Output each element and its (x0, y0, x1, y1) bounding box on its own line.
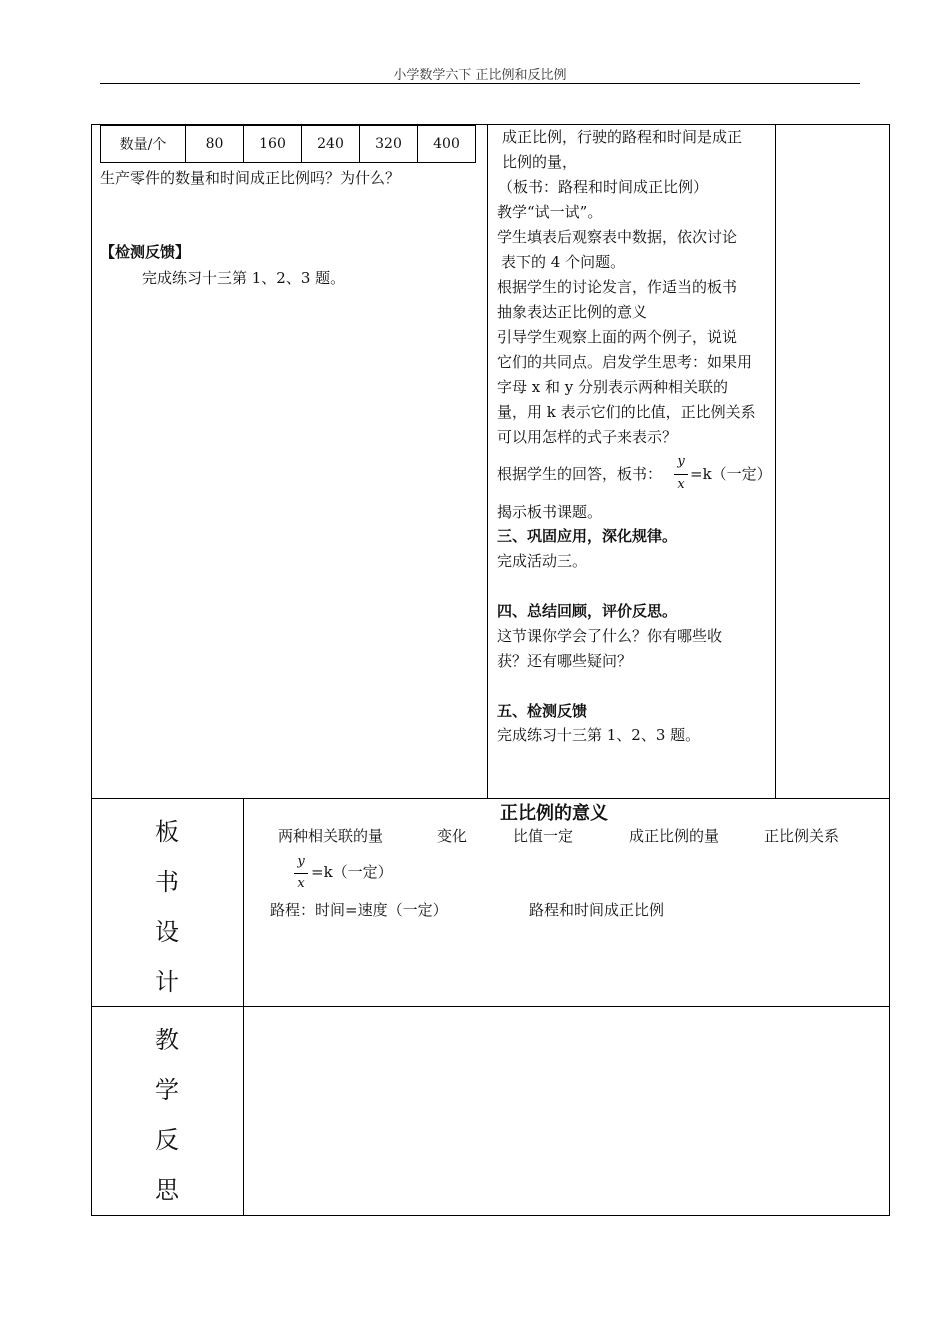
board-keyword: 成正比例的量 (629, 827, 720, 845)
process-line: 引导学生观察上面的两个例子，说说 (497, 328, 738, 346)
formula-denominator: x (677, 477, 685, 492)
board-title: 正比例的意义 (500, 803, 608, 824)
board-line: 路程和时间成正比例 (529, 901, 665, 919)
feedback-exercise: 完成练习十三第 1、2、3 题。 (142, 269, 346, 287)
feedback-heading: 【检测反馈】 (100, 243, 191, 261)
board-label-char: 设 (155, 918, 179, 946)
table-cell: 160 (244, 126, 302, 163)
formula-intro: 根据学生的回答，板书： (497, 465, 663, 483)
section3-title: 三、巩固应用，深化规律。 (497, 527, 678, 545)
section5-title: 五、检测反馈 (497, 702, 588, 720)
board-formula-tail: =k（一定） (311, 863, 393, 881)
board-keyword: 两种相关联的量 (278, 827, 384, 845)
board-label-char: 板 (155, 818, 179, 846)
question-text: 生产零件的数量和时间成正比例吗？为什么？ (100, 169, 401, 187)
formula-numerator: y (677, 454, 685, 469)
board-keyword: 正比例关系 (764, 827, 840, 845)
fraction-bar (674, 474, 688, 475)
process-line: 量，用 k 表示它们的比值，正比例关系 (497, 403, 756, 421)
reflection-label-char: 思 (155, 1176, 179, 1204)
board-label-char: 计 (155, 968, 179, 996)
process-line: 字母 x 和 y 分别表示两种相关联的 (497, 378, 729, 396)
section3-body: 完成活动三。 (497, 552, 588, 570)
reflection-label-char: 反 (155, 1126, 179, 1154)
section4-line: 获？还有哪些疑问？ (497, 652, 633, 670)
process-line: 可以用怎样的式子来表示？ (497, 428, 678, 446)
table-header-cell: 数量/个 (101, 126, 186, 163)
process-line: 抽象表达正比例的意义 (497, 303, 648, 321)
section5-body: 完成练习十三第 1、2、3 题。 (497, 726, 701, 744)
section4-line: 这节课你学会了什么？你有哪些收 (497, 627, 723, 645)
table-cell: 80 (186, 126, 244, 163)
board-fraction-bar (294, 873, 308, 874)
process-line: 表下的 4 个问题。 (501, 253, 626, 271)
board-keyword: 变化 (437, 827, 468, 845)
process-line: 它们的共同点。启发学生思考：如果用 (497, 353, 753, 371)
table-row (101, 126, 476, 163)
column-divider-2 (775, 124, 776, 799)
process-line: 比例的量， (502, 153, 578, 171)
reveal-text: 揭示板书课题。 (497, 503, 603, 521)
header-rule (100, 83, 860, 84)
quantity-table (100, 125, 476, 163)
process-line: 根据学生的讨论发言，作适当的板书 (497, 278, 738, 296)
reflection-frame (91, 1006, 890, 1216)
table-cell: 400 (418, 126, 476, 163)
column-divider-1 (487, 124, 488, 799)
board-keyword: 比值一定 (513, 827, 574, 845)
process-line: 学生填表后观察表中数据，依次讨论 (497, 228, 738, 246)
reflection-label-char: 教 (155, 1026, 179, 1054)
table-cell: 240 (302, 126, 360, 163)
header-title: 小学数学六下 正比例和反比例 (393, 68, 567, 83)
process-line: 教学“试一试”。 (497, 203, 603, 221)
reflection-label-char: 学 (155, 1076, 179, 1104)
section4-title: 四、总结回顾，评价反思。 (497, 602, 678, 620)
formula-tail: =k（一定） (690, 465, 772, 483)
board-formula-numerator: y (297, 854, 305, 869)
board-label-char: 书 (155, 868, 179, 896)
table-cell: 320 (360, 126, 418, 163)
process-line: （板书：路程和时间成正比例） (498, 178, 709, 196)
board-formula-denominator: x (297, 876, 305, 891)
board-line: 路程：时间=速度（一定） (270, 901, 448, 919)
process-line: 成正比例，行驶的路程和时间是成正 (502, 128, 743, 146)
